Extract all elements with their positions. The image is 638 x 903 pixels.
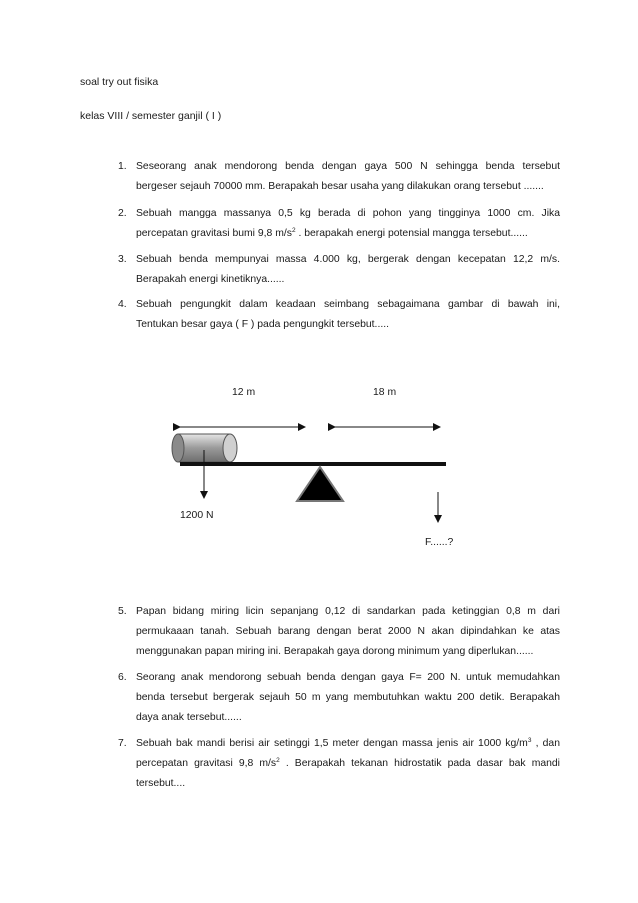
question-text: . Berapakah tekanan hidrostatik pada dasar bak mandi <box>285 758 560 769</box>
question-line <box>136 734 560 754</box>
question-4 <box>118 295 560 335</box>
right-distance-label: 18 m <box>373 387 397 398</box>
question-line: Seseorang anak mendorong benda dengan gaya 500 N sehingga benda tersebut <box>136 161 560 172</box>
lever-diagram <box>0 370 638 560</box>
question-1 <box>118 157 560 197</box>
question-line: daya anak tersebut...... <box>136 712 242 723</box>
question-line: Sebuah pengungkit dalam keadaan seimbang sebagaimana gambar di bawah ini, <box>136 299 560 310</box>
question-line <box>136 754 560 774</box>
question-text: Sebuah bak mandi berisi air setinggi 1,5 meter dengan massa jenis air 1000 kg/m <box>136 738 528 749</box>
question-number: 7. <box>118 738 127 749</box>
superscript: 2 <box>276 757 280 764</box>
question-line: Papan bidang miring licin sepanjang 0,12 di sandarkan pada ketinggian 0,8 m dari <box>136 606 560 617</box>
question-3 <box>118 250 560 290</box>
question-line: bergeser sejauh 70000 mm. Berapakah besar usaha yang dilakukan orang tersebut ....... <box>136 181 544 192</box>
question-number: 3. <box>118 254 127 265</box>
question-7 <box>118 734 560 794</box>
question-line: Berapakah energi kinetiknya...... <box>136 274 285 285</box>
document-subtitle: kelas VIII / semester ganjil ( I ) <box>80 110 222 122</box>
question-text: , dan <box>535 738 560 749</box>
fulcrum-icon <box>297 467 343 501</box>
lever-beam <box>180 462 446 466</box>
load-force-label: 1200 N <box>180 510 214 521</box>
question-text: percepatan gravitasi bumi 9,8 m/s <box>136 228 292 239</box>
question-number: 1. <box>118 161 127 172</box>
question-line: permukaaan tanah. Sebuah barang dengan berat 2000 N akan dipindahkan ke atas <box>136 626 560 637</box>
question-number: 2. <box>118 208 127 219</box>
question-5 <box>118 602 560 662</box>
lever-drawing <box>0 370 638 560</box>
question-line: tersebut.... <box>136 778 186 789</box>
question-line: Sebuah mangga massanya 0,5 kg berada di pohon yang tingginya 1000 cm. Jika <box>136 208 560 219</box>
question-line: Sebuah benda mempunyai massa 4.000 kg, bergerak dengan kecepatan 12,2 m/s. <box>136 254 560 265</box>
document-title: soal try out fisika <box>80 76 159 88</box>
superscript: 3 <box>527 737 532 744</box>
question-line: Tentukan besar gaya ( F ) pada pengungkit tersebut..... <box>136 319 389 330</box>
question-text: percepatan gravitasi 9,8 m/s <box>136 758 277 769</box>
question-line: menggunakan papan miring ini. Berapakah gaya dorong minimum yang diperlukan...... <box>136 646 534 657</box>
effort-force-label: F......? <box>425 537 454 548</box>
left-distance-label: 12 m <box>232 387 256 398</box>
superscript: 2 <box>291 227 296 234</box>
question-number: 5. <box>118 606 127 617</box>
question-number: 6. <box>118 672 127 683</box>
question-line: benda tersebut bergerak sejauh 50 m yang membutuhkan waktu 200 detik. Berapakah <box>136 692 560 703</box>
question-line <box>136 224 560 244</box>
question-2 <box>118 204 560 244</box>
question-number: 4. <box>118 299 127 310</box>
question-6 <box>118 668 560 728</box>
question-text: . berapakah energi potensial mangga tersebut...... <box>298 228 528 239</box>
question-line: Seorang anak mendorong sebuah benda dengan gaya F= 200 N. untuk memudahkan <box>136 672 560 683</box>
